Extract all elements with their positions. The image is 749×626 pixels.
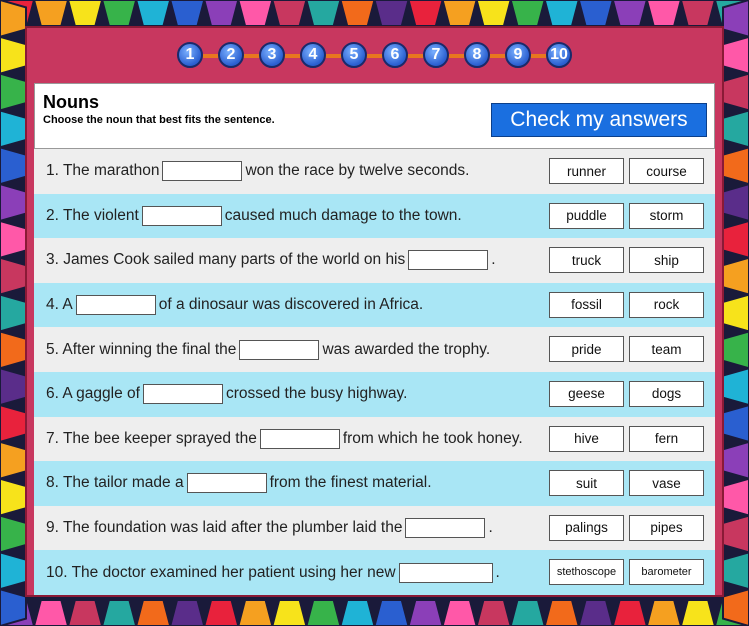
instructions: Choose the noun that best fits the sentence. [43, 114, 275, 126]
question-row [34, 283, 715, 328]
question-row [34, 506, 715, 551]
question-row [34, 550, 715, 595]
question-list [34, 149, 715, 595]
header-panel [34, 83, 715, 149]
sentence-end: . [495, 563, 500, 581]
question-sentence [46, 149, 469, 194]
question-row [34, 149, 715, 194]
choice-team[interactable]: team [629, 336, 704, 362]
question-row [34, 327, 715, 372]
answer-blank[interactable] [162, 161, 242, 181]
question-sentence [46, 283, 423, 328]
sentence-end: . [488, 519, 493, 537]
choice-truck[interactable]: truck [549, 247, 624, 273]
answer-blank[interactable] [405, 518, 485, 538]
choice-stethoscope[interactable]: stethoscope [549, 559, 624, 585]
choice-puddle[interactable]: puddle [549, 203, 624, 229]
question-row [34, 372, 715, 417]
choice-ship[interactable]: ship [629, 247, 704, 273]
page-title: Nouns [43, 92, 99, 112]
sentence-start: 2. The violent [46, 206, 139, 224]
question-sentence [46, 372, 407, 417]
choice-runner[interactable]: runner [549, 158, 624, 184]
sentence-end: . [491, 251, 496, 269]
sentence-end: crossed the busy highway. [225, 385, 408, 403]
sentence-start: 3. James Cook sailed many parts of the world on his [46, 251, 406, 269]
choice-pride[interactable]: pride [549, 336, 624, 362]
answer-blank[interactable] [76, 295, 156, 315]
pager-button-1[interactable]: 1 [177, 42, 203, 68]
question-sentence [46, 550, 500, 595]
pager-button-5[interactable]: 5 [341, 42, 367, 68]
choice-fern[interactable]: fern [629, 426, 704, 452]
question-sentence [46, 194, 462, 239]
sentence-end: from the finest material. [269, 474, 432, 492]
choice-course[interactable]: course [629, 158, 704, 184]
choice-fossil[interactable]: fossil [549, 292, 624, 318]
pager-button-10[interactable]: 10 [546, 42, 572, 68]
choice-vase[interactable]: vase [629, 470, 704, 496]
choice-hive[interactable]: hive [549, 426, 624, 452]
pager-button-8[interactable]: 8 [464, 42, 490, 68]
sentence-start: 4. A [46, 296, 73, 314]
sentence-start: 8. The tailor made a [46, 474, 184, 492]
sentence-start: 1. The marathon [46, 162, 160, 180]
pager-connector [203, 54, 549, 58]
answer-blank[interactable] [260, 429, 340, 449]
question-sentence [46, 238, 496, 283]
sentence-end: of a dinosaur was discovered in Africa. [158, 296, 424, 314]
pager-button-4[interactable]: 4 [300, 42, 326, 68]
question-row [34, 461, 715, 506]
sentence-end: won the race by twelve seconds. [245, 162, 470, 180]
check-answers-button[interactable]: Check my answers [491, 103, 707, 137]
main-panel [25, 26, 724, 597]
answer-blank[interactable] [239, 340, 319, 360]
choice-suit[interactable]: suit [549, 470, 624, 496]
sentence-end: caused much damage to the town. [224, 206, 462, 224]
choice-barometer[interactable]: barometer [629, 559, 704, 585]
answer-blank[interactable] [408, 250, 488, 270]
pager-button-2[interactable]: 2 [218, 42, 244, 68]
choice-storm[interactable]: storm [629, 203, 704, 229]
question-sentence [46, 506, 493, 551]
question-row [34, 238, 715, 283]
sentence-end: from which he took honey. [342, 429, 523, 447]
answer-blank[interactable] [187, 473, 267, 493]
question-sentence [46, 461, 432, 506]
sentence-start: 9. The foundation was laid after the plumber laid the [46, 519, 403, 537]
answer-blank[interactable] [399, 563, 493, 583]
question-row [34, 417, 715, 462]
pager-button-7[interactable]: 7 [423, 42, 449, 68]
sentence-start: 6. A gaggle of [46, 385, 140, 403]
choice-dogs[interactable]: dogs [629, 381, 704, 407]
choice-rock[interactable]: rock [629, 292, 704, 318]
question-sentence [46, 327, 490, 372]
sentence-start: 5. After winning the final the [46, 340, 237, 358]
sentence-start: 10. The doctor examined her patient using her new [46, 563, 396, 581]
choice-pipes[interactable]: pipes [629, 515, 704, 541]
question-row [34, 194, 715, 239]
answer-blank[interactable] [143, 384, 223, 404]
sentence-end: was awarded the trophy. [322, 340, 491, 358]
answer-blank[interactable] [142, 206, 222, 226]
pager-button-9[interactable]: 9 [505, 42, 531, 68]
choice-geese[interactable]: geese [549, 381, 624, 407]
sentence-start: 7. The bee keeper sprayed the [46, 429, 257, 447]
question-sentence [46, 417, 523, 462]
choice-palings[interactable]: palings [549, 515, 624, 541]
pager-button-3[interactable]: 3 [259, 42, 285, 68]
pager-button-6[interactable]: 6 [382, 42, 408, 68]
question-pager [27, 40, 722, 70]
